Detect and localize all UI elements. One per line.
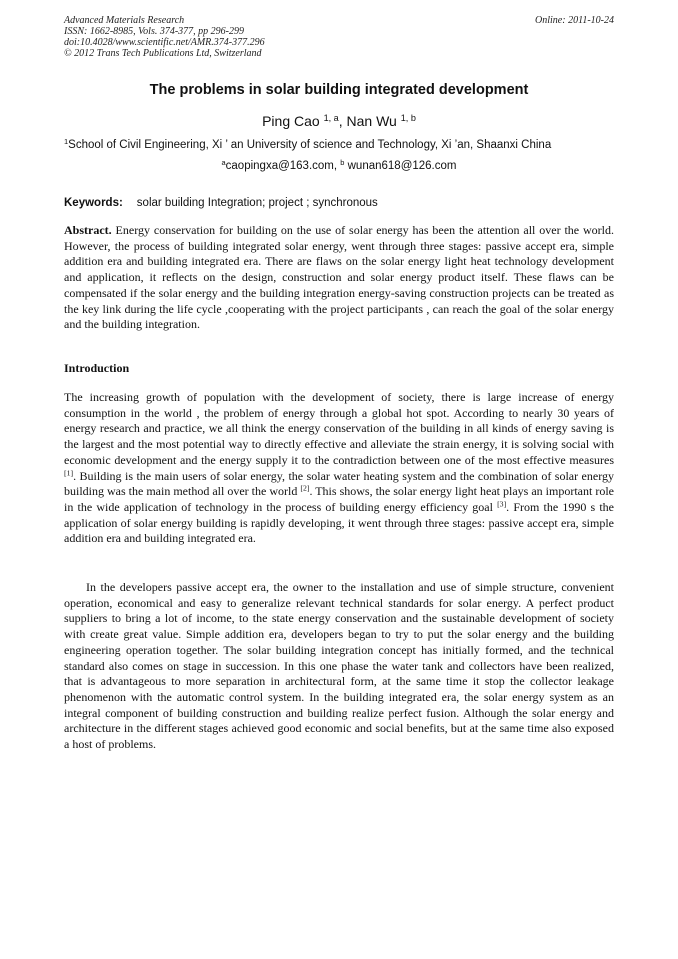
section-heading-introduction: Introduction bbox=[64, 361, 130, 375]
affiliation-text: School of Civil Engineering, Xi ’ an University of science and Technology, Xi ’an, Shaanxi China bbox=[68, 139, 552, 151]
keywords bbox=[64, 197, 614, 209]
author-name: Ping Cao bbox=[262, 113, 320, 129]
issn-line: ISSN: 1662-8985, Vols. 374-377, pp 296-299 bbox=[64, 26, 244, 37]
affiliation bbox=[64, 136, 614, 151]
copyright-line: © 2012 Trans Tech Publications Ltd, Switzerland bbox=[64, 48, 262, 59]
journal-name: Advanced Materials Research bbox=[64, 15, 185, 26]
keywords-text: solar building Integration; project ; synchronous bbox=[136, 197, 378, 209]
author-affiliation-mark: 1, b bbox=[400, 113, 416, 123]
email-address: caopingxa@163.com, bbox=[225, 160, 341, 172]
author-name: Nan Wu bbox=[346, 113, 397, 129]
paragraph-text: . This shows, the solar energy light heat plays an important role in the wide application of technology in the process of building energy efficiency goal bbox=[64, 484, 614, 514]
journal-header bbox=[64, 15, 614, 59]
paragraph-text: . Building is the main users of solar energy, the solar water heating system and the combination of solar energy building was the main method all over the world bbox=[64, 468, 614, 499]
paragraph-text: The increasing growth of population with the development of society, there is large increase of energy consumption in the world , the problem of energy through a global hot spot. According to nearly 30 years of energy research and practice, we all think the energy conservation of the building in all kinds of energy saving is the largest and the most potential way to directly effective and alleviate the strain energy, it is solving social with economic development and the energy supply it to the contradiction between one of the most effective measures bbox=[64, 390, 614, 467]
abstract-label: Abstract. bbox=[64, 223, 112, 237]
citation-ref: [1] bbox=[64, 468, 74, 478]
doi-line: doi:10.4028/www.scientific.net/AMR.374-377.296 bbox=[64, 37, 265, 48]
introduction-paragraph bbox=[64, 390, 614, 547]
abstract-text: Energy conservation for building on the use of solar energy has been the attention all over the world. However, the process of building integrated solar energy, went through three stages: passive accept era, simple addition era and building integrated era. There are flaws on the solar energy light heat technology development and application, it reflects on the design, construction and solar energy product itself. These flaws can be compensated if the solar energy and the building integration energy-saving construction projects can be treated as the key link during the life cycle ,cooperating with the project participants , can reach the goal of the solar energy and the building integration. bbox=[64, 223, 615, 332]
citation-ref: [3] bbox=[497, 499, 507, 509]
affiliation-mark: 1 bbox=[64, 136, 69, 146]
abstract bbox=[64, 223, 614, 333]
citation-ref: [2] bbox=[300, 483, 310, 493]
paragraph-text: In the developers passive accept era, the owner to the installation and use of simple structure, convenient operation, economical and easy to generalize relevant technical standards for solar energy. A perfect product suppliers to bring a lot of income, to the state energy conservation and the sustainable development of society with create great value. Simple addition era, developers began to try to put the solar energy and the building engineering operation together. The solar building integration concept has initially formed, and the technical standard also comes on stage in succession. In this one phase the water tank and collectors have been realized, that is advantageous to more separation in architectural form, at the same time it stop the collector leakage phenomenon with the automatic control system. In the building integrated era, the solar energy system as an integral component of building construction and building realize perfect fusion. Although the solar energy and architecture in the different stages achieved good economic and social benefits, but at the same time also exposed a host of problems. bbox=[64, 580, 614, 752]
email-line bbox=[0, 157, 678, 172]
keywords-label: Keywords: bbox=[64, 197, 123, 209]
online-date: Online: 2011-10-24 bbox=[535, 15, 614, 26]
author-separator: , bbox=[338, 113, 347, 129]
paragraph-text: . From the 1990 s the application of solar energy building is rapidly developing, it went through three stages: passive accept era, simple addition era and building integrated era. bbox=[64, 499, 614, 546]
paper-title: The problems in solar building integrated development bbox=[149, 82, 529, 98]
email-mark: b bbox=[340, 157, 345, 167]
email-address: wunan618@126.com bbox=[344, 160, 457, 172]
author-affiliation-mark: 1, a bbox=[323, 113, 339, 123]
introduction-paragraph bbox=[64, 580, 614, 753]
author-line bbox=[0, 113, 678, 129]
email-mark: a bbox=[221, 157, 226, 167]
